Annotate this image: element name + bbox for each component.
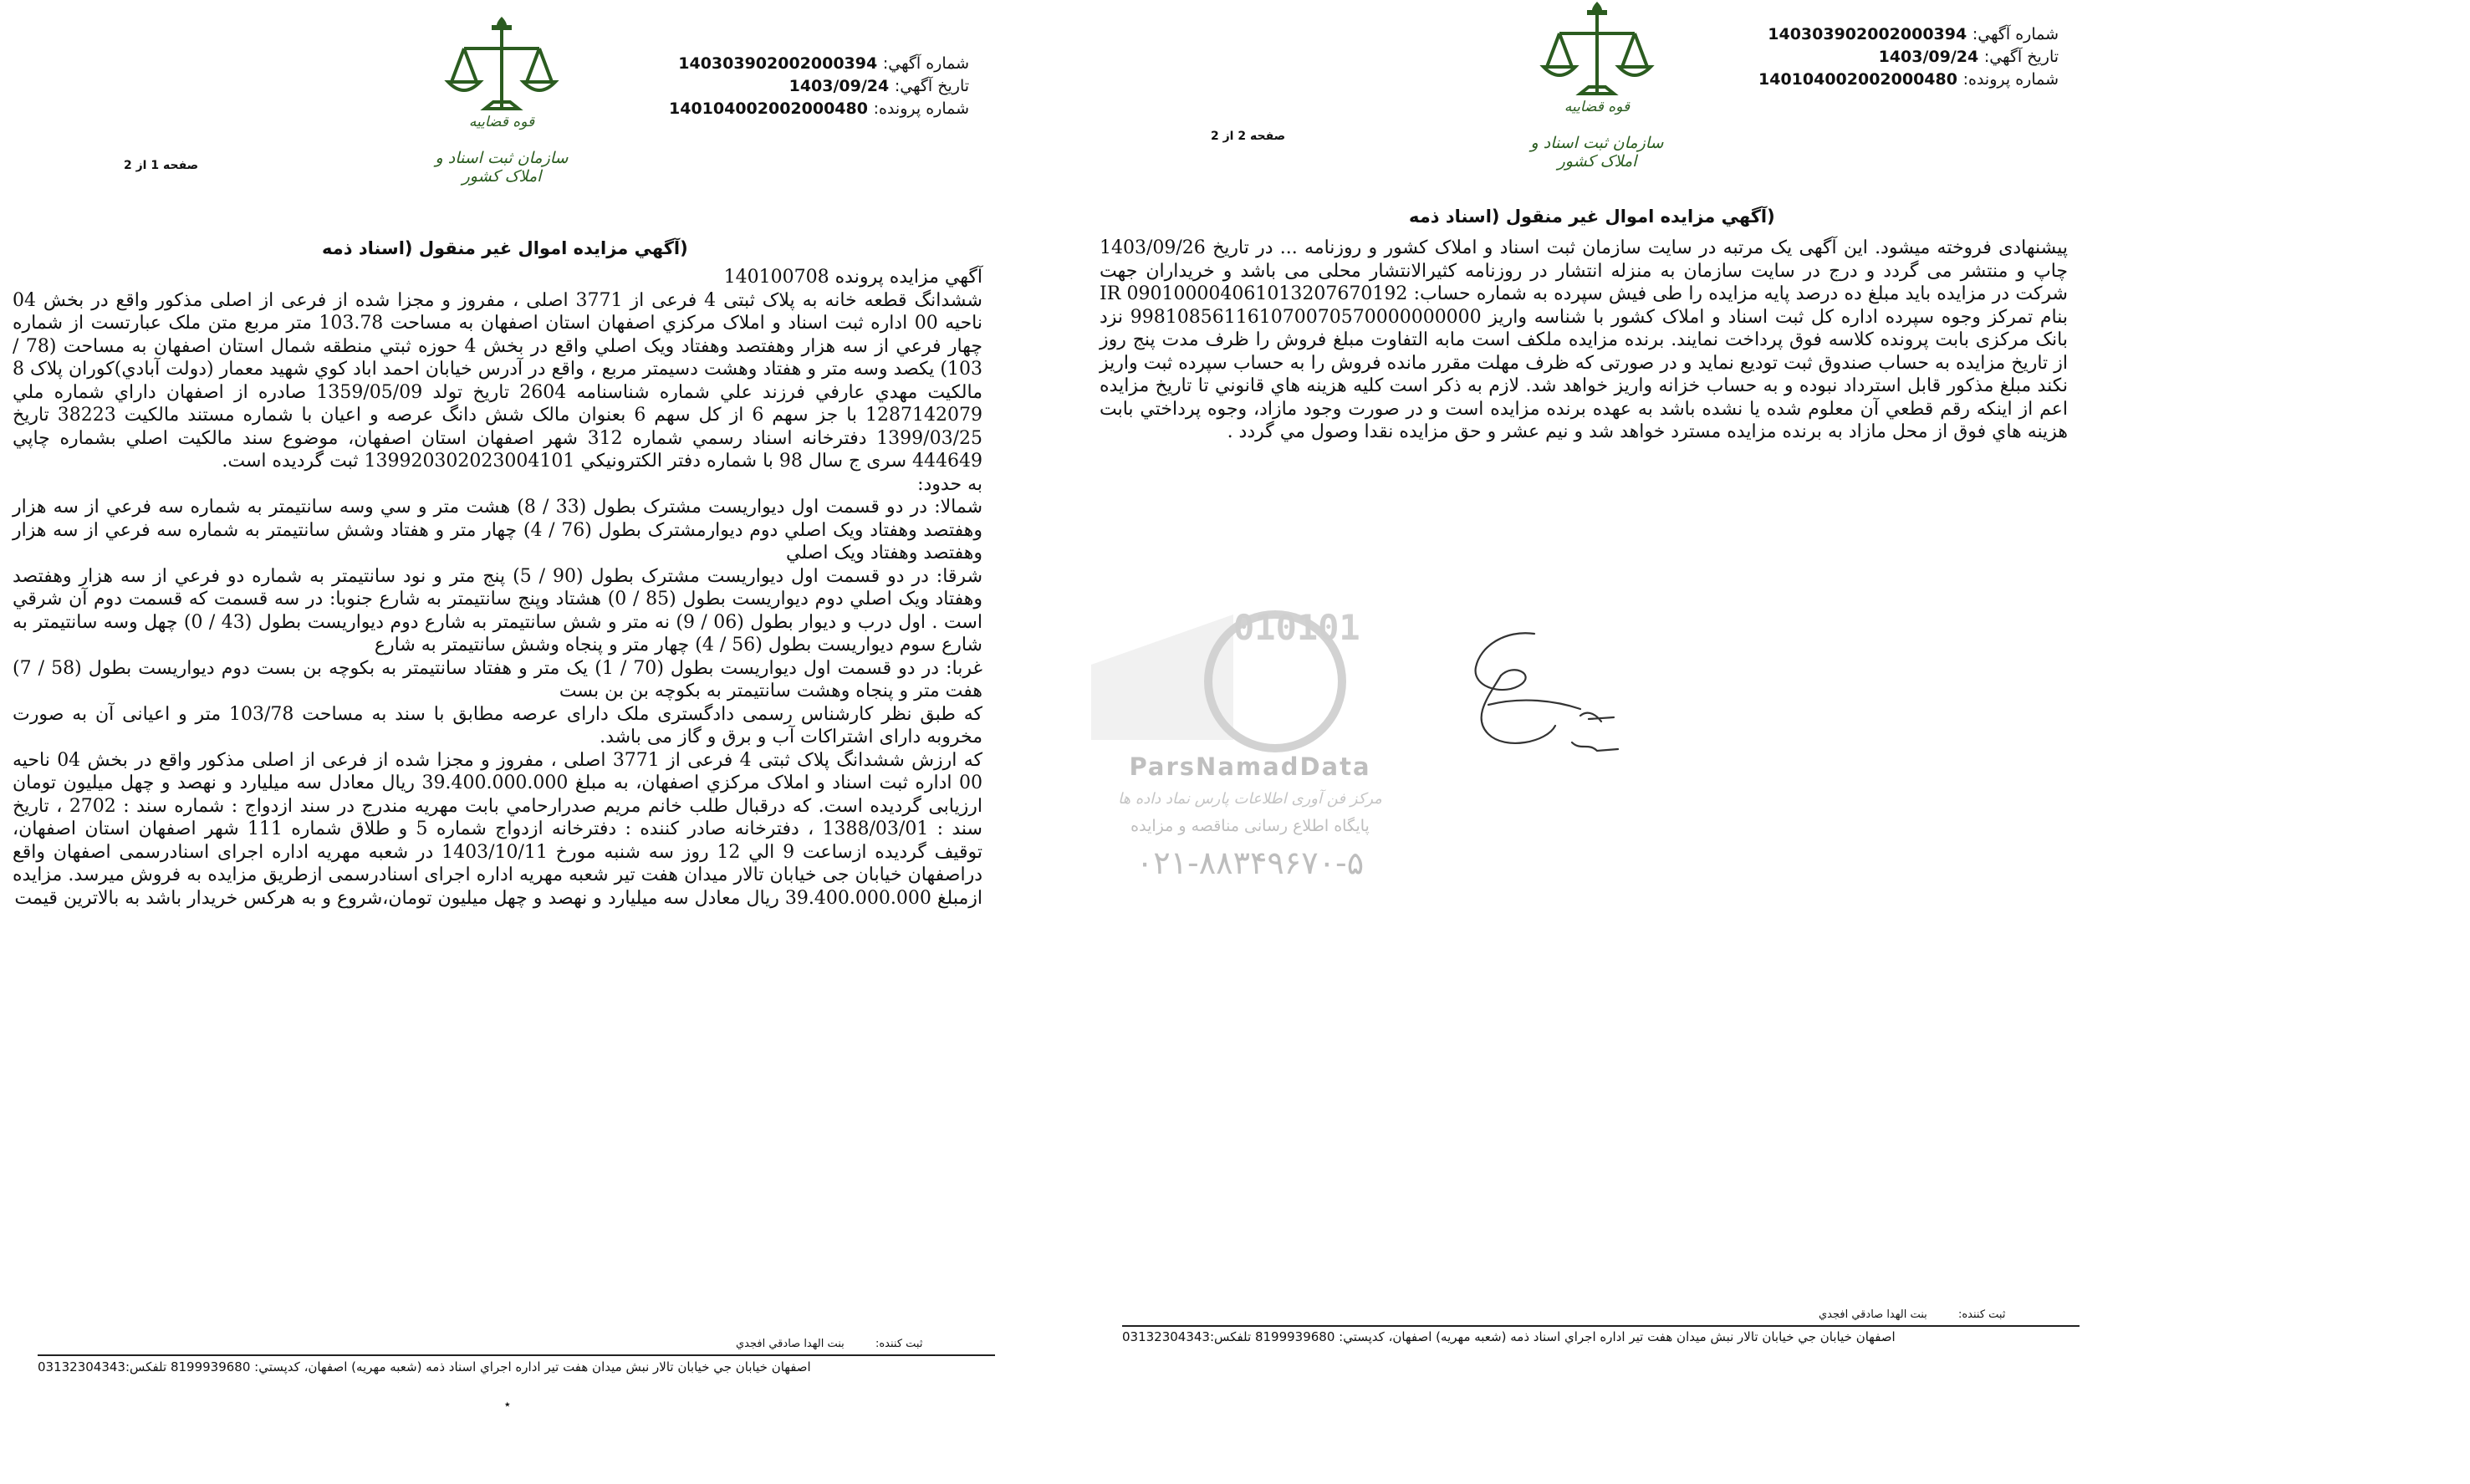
org-registry-label: سازمان ثبت اسناد و املاک کشور: [435, 149, 569, 186]
notice-number: 140303902002000394: [678, 54, 878, 73]
body-paragraph: شرقا: در دو قسمت اول ديواريست مشترک بطول (90 / 5) پنج متر و نود سانتيمتر به شماره دو فرعي از سه هزار وهفتصد وهفتاد ويک اصلي دوم ديواريست بطول (85 / 0) هشتاد وپنج سانتيمتر به شارع جنوبا: در سه قسمت که قسمت دوم آن شرقي است . اول درب و ديوار بطول (06 / 9) نه متر و شش سانتيمتر به شارع دوم ديواريست بطول (43 / 0) چهل وسه سانتيمتر به شارع سوم ديواريست بطول (56 / 4) چهار متر و پنجاه وشش سانتيمتر به شارع: [13, 565, 983, 655]
registrar-label: ثبت کننده:: [1957, 1308, 2006, 1321]
scales-of-justice-icon: [418, 15, 585, 166]
body-paragraph: آگهي مزايده پرونده 140100708: [723, 267, 982, 288]
notice-meta: [1758, 23, 2059, 91]
case-number: 140104002002000480: [1758, 70, 1957, 89]
org-registry-label: سازمان ثبت اسناد و املاک کشور: [1530, 134, 1664, 171]
handwritten-signature: [1455, 617, 1639, 784]
notice-number: 140303902002000394: [1768, 25, 1967, 43]
notice-body: [1100, 237, 2068, 444]
registrar: [1819, 1308, 2005, 1321]
notice-title: (آگهي مزايده اموال غير منقول (اسناد ذمه: [322, 238, 688, 258]
notice-number-label: شماره آگهي:: [882, 54, 970, 73]
case-number-label: شماره پرونده:: [873, 99, 970, 118]
judiciary-emblem: [1513, 0, 1681, 184]
notice-body: [13, 266, 982, 910]
notice-date: 1403/09/24: [788, 77, 890, 95]
org-judiciary-label: قوه قضاييه: [1564, 99, 1631, 115]
notice-title: (آگهي مزايده اموال غير منقول (اسناد ذمه: [1409, 207, 1775, 227]
watermark-binary: 010101: [1233, 607, 1360, 648]
notice-meta: [669, 53, 969, 120]
body-paragraph: ششدانگ قطعه خانه به پلاک ثبتی 4 فرعی از 3771 اصلی ، مفروز و مجزا شده از فرعی از اصلی مذکور واقع در بخش 04 ناحيه 00 اداره ثبت اسناد و املاک مرکزي اصفهان استان اصفهان به مساحت 103.78 متر مربع متن ملک عبارتست از شماره چهار فرعي از سه هزار وهفتصد وهفتاد ويک اصلي واقع در بخش 4 حوزه ثبتي منطقه شمال استان اصفهان به مساحت (78 / 103) يکصد وسه متر و هفتاد وهشت دسيمتر مربع ، واقع در آدرس خيابان احمد اباد کوي شهيد معمار (دولت آبادي)کوران پلاک 8 مالکيت مهدي عارفي فرزند علي شماره شناسنامه 2604 تاريخ تولد 1359/05/09 صادره از اصفهان داراي شماره ملي 1287142079 با جز سهم 6 از کل سهم 6 بعنوان مالک شش دانگ عرصه و اعيان با شماره مستند مالکيت 38223 تاريخ 1399/03/25 دفترخانه اسناد رسمي شماره 312 شهر اصفهان استان اصفهان، موضوع سند مالکيت اصلي بشماره چاپي 444649 سری ج سال 98 با شماره دفتر الکترونيکي 139920302023004101 ثبت گرديده است.: [13, 289, 983, 472]
page-number: صفحه 2 از 2: [1211, 130, 1286, 143]
watermark-brand: ParsNamadData: [1129, 752, 1371, 781]
notice-date: 1403/09/24: [1878, 48, 1979, 66]
org-judiciary-label: قوه قضاييه: [468, 114, 535, 130]
registrar-name: بنت الهدا صادقي افجدي: [736, 1338, 845, 1350]
body-paragraph: شمالا: در دو قسمت اول ديواريست مشترک بطول (33 / 8) هشت متر و سي وسه سانتيمتر به شماره سه فرعي از سه هزار وهفتصد وهفتاد ويک اصلي دوم ديوارمشترک بطول (76 / 4) چهار متر و هفتاد وشش سانتيمتر به شماره سه فرعي از سه هزار وهفتصد وهفتاد ويک اصلي: [13, 497, 983, 564]
watermark-subtitle: پايگاه اطلاع رسانی مناقصه و مزايده: [1130, 817, 1370, 835]
registrar-label: ثبت کننده:: [875, 1338, 923, 1350]
body-paragraph: پيشنهادی فروخته ميشود. اين آگهی يک مرتبه در سايت سازمان ثبت اسناد و املاک کشور و روزنامه ... در تاريخ 1403/09/26 چاپ و منتشر می گردد و درج در سايت سازمان به منزله انتشار در روزنامه کثيرالانتشار محلی می باشد و خريداران جهت شرکت در مزايده بايد مبلغ ده درصد پايه مزايده را طی فيش سپرده به شماره حساب: IR 090100004061013207670192 بنام تمرکز وجوه سپرده اداره کل ثبت اسناد و املاک کشور با شناسه واريز 998108561161070070570000000000 نزد بانک مرکزی بابت پرونده کلاسه فوق پرداخت نمايند. برنده مزايده ملکف است مابه التفاوت مبلغ فروش را ظرف مدت پنج روز از تاريخ مزايده به حساب صندوق ثبت توديع نمايد و در صورتی که ظرف مهلت مقرر مانده فروش را به حساب سپرده ثبت واريز نکند مبلغ مذکور قابل استرداد نبوده و به حساب خزانه واريز خواهد شد. لازم به ذکر است کليه هزينه هاي قانوني تا تاريخ مزايده اعم از اينکه رقم قطعي آن معلوم شده يا نشده باشد به عهده برنده مزايده است و در صورت وجود مازاد، وجوه پرداختي بابت هزينه هاي فوق از محل مازاد به برنده مزايده مسترد خواهد شد و نيم عشر و حق مزايده نقدا وصول مي گردد .: [1100, 237, 2068, 442]
footer-divider: [38, 1354, 995, 1356]
stray-mark: ٭: [504, 1398, 511, 1411]
body-paragraph: غربا: در دو قسمت اول ديواريست بطول (70 / 1) يک متر و هفتاد سانتيمتر به بکوچه بن بست دوم ديواريست بطول (58 / 7) هفت متر و پنجاه وهشت سانتيمتر به بکوچه بن بن بست: [13, 657, 982, 701]
registrar: [736, 1338, 922, 1350]
signature-icon: [1455, 617, 1639, 784]
body-paragraph: به حدود:: [917, 473, 982, 495]
notice-number-label: شماره آگهي:: [1972, 25, 2059, 43]
case-number: 140104002002000480: [669, 99, 868, 118]
watermark-tagline: مرکز فن آوری اطلاعات پارس نماد داده ها: [1118, 790, 1382, 808]
footer-address: اصفهان خيابان جي خيابان تالار نبش ميدان هفت تير اداره اجراي اسناد ذمه (شعبه مهريه) اصفهان، کدپستي: 8199939680 تلفكس:03132304343: [38, 1359, 811, 1374]
judiciary-emblem: [418, 15, 585, 199]
case-number-label: شماره پرونده:: [1962, 70, 2059, 89]
page-number: صفحه 1 از 2: [124, 159, 199, 172]
footer-address: اصفهان خيابان جي خيابان تالار نبش ميدان هفت تير اداره اجراي اسناد ذمه (شعبه مهريه) اصفهان، کدپستي: 8199939680 تلفكس:03132304343: [1122, 1329, 1896, 1344]
body-paragraph: که طبق نظر کارشناس رسمی دادگستری ملک دارای عرصه مطابق با سند به مساحت 103/78 متر و اعیانی آن به صورت مخروبه دارای اشتراکات آب و برق و گاز می باشد.: [13, 703, 982, 747]
watermark-phone: ۰۲۱-۸۸۳۴۹۶۷۰-۵: [1135, 844, 1365, 881]
notice-date-label: تاريخ آگهي:: [894, 77, 970, 95]
notice-page-1: [0, 0, 1087, 1484]
watermark-logo-icon: [1083, 598, 1417, 757]
notice-date-label: تاريخ آگهي:: [1983, 48, 2059, 66]
watermark-stamp: [1083, 598, 1417, 899]
registrar-name: بنت الهدا صادقي افجدي: [1819, 1308, 1927, 1321]
footer-divider: [1122, 1325, 2080, 1327]
scales-of-justice-icon: [1513, 0, 1681, 150]
body-paragraph: که ارزش ششدانگ پلاک ثبتی 4 فرعی از 3771 اصلی ، مفروز و مجزا شده از فرعی از اصلی مذکور واقع در بخش 04 ناحيه 00 اداره ثبت اسناد و املاک مرکزي اصفهان، به مبلغ 39.400.000.000 ريال معادل سه ميليارد و نهصد و چهل ميليون تومان ارزيابی گرديده است. که درقبال طلب خانم مريم صدرارحامي بابت مهريه مندرج در سند ازدواج : شماره سند : 2702 ، تاريخ سند : 1388/03/01 ، دفترخانه صادر کننده : دفترخانه ازدواج شماره 5 و طلاق شماره 111 شهر اصفهان استان اصفهان، توقيف گرديده ازساعت 9 الي 12 روز سه شنبه مورخ 1403/10/11 در شعبه مهريه اداره اجرای اسنادرسمی اصفهان واقع دراصفهان خيابان جی خيابان تالار ميدان هفت تير شعبه مهريه اداره اجرای اسنادرسمی ازطريق مزايده به فروش ميرسد. مزايده ازمبلغ 39.400.000.000 ريال معادل سه ميليارد و نهصد و چهل ميليون تومان،شروع و به هرکس خريدار باشد به بالاترين قيمت: [13, 749, 983, 909]
